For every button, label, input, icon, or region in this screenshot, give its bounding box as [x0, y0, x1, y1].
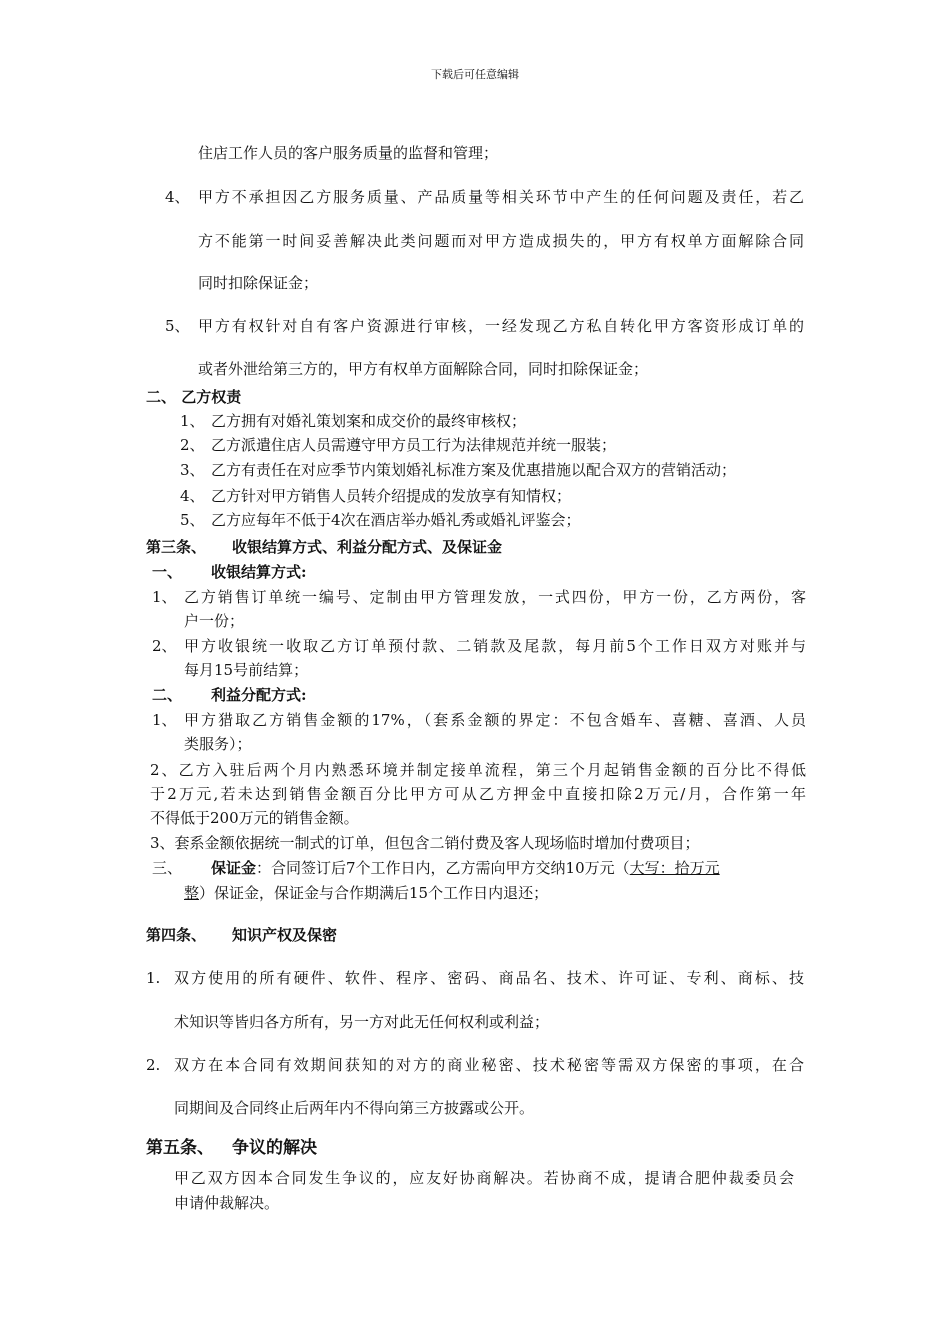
article5-title: 争议的解决: [232, 1138, 317, 1158]
article3-section1-number: 一、: [152, 563, 183, 581]
article3-s2-item2-line3: 不得低于200万元的销售金额。: [150, 809, 359, 827]
party-b-item-text: 乙方拥有对婚礼策划案和成交价的最终审核权；: [211, 412, 527, 430]
article3-title: 收银结算方式、利益分配方式、及保证金: [232, 538, 503, 556]
article4-item1-line1: 双方使用的所有硬件、软件、程序、密码、商品名、技术、许可证、专利、商标、技: [174, 969, 804, 987]
party-a-item5-line2: 或者外泄给第三方的，甲方有权单方面解除合同，同时扣除保证金；: [198, 360, 649, 378]
article3-section2-title: 利益分配方式:: [211, 686, 307, 704]
article3-s1-item2-line2: 每月15号前结算；: [184, 661, 309, 679]
party-b-item-text: 乙方派遣住店人员需遵守甲方员工行为法律规范并统一服装；: [211, 436, 617, 454]
party-a-item3-continuation: 住店工作人员的客户服务质量的监督和管理；: [198, 144, 499, 162]
party-b-item-number: 1、: [180, 412, 205, 430]
party-b-item-number: 3、: [180, 461, 205, 479]
page-header: 下载后可任意编辑: [431, 68, 519, 81]
article3-s1-item1-line2: 户一份；: [184, 612, 245, 630]
party-a-item5-line1: 甲方有权针对自有客户资源进行审核，一经发现乙方私自转化甲方客资形成订单的: [198, 317, 804, 335]
article4-item2-line2: 同期间及合同终止后两年内不得向第三方披露或公开。: [174, 1099, 535, 1117]
party-b-item-number: 2、: [180, 436, 205, 454]
article3-s2-item3: 3、套系金额依据统一制式的订单，但包含二销付费及客人现场临时增加付费项目；: [150, 834, 700, 852]
party-a-item4-number: 4、: [165, 188, 190, 206]
article3-s2-item2-line2: 于2万元,若未达到销售金额百分比甲方可从乙方押金中直接扣除2万元/月，合作第一年: [150, 785, 806, 803]
party-a-item4-line2: 方不能第一时间妥善解决此类问题而对甲方造成损失的，甲方有权单方面解除合同: [198, 232, 804, 250]
article4-item1-number: 1.: [146, 969, 161, 987]
party-b-heading: 二、 乙方权责: [146, 388, 242, 406]
article3-s2-item1-line2: 类服务）；: [184, 735, 252, 753]
article3-s1-item2-number: 2、: [152, 637, 177, 655]
article4-title: 知识产权及保密: [232, 926, 338, 944]
party-b-item-number: 4、: [180, 487, 205, 505]
article3-s2-item1-line1: 甲方猎取乙方销售金额的17%，（套系金额的界定：不包含婚车、喜糖、喜酒、人员: [184, 711, 806, 729]
deposit-amount-uppercase-end: 整: [184, 884, 200, 902]
article3-s1-item1-number: 1、: [152, 588, 177, 606]
deposit-amount-uppercase: 大写：拾万元: [629, 859, 720, 877]
article4-item2-line1: 双方在本合同有效期间获知的对方的商业秘密、技术秘密等需双方保密的事项，在合: [174, 1056, 804, 1074]
article5-line1: 甲乙双方因本合同发生争议的，应友好协商解决。若协商不成，提请合肥仲裁委员会: [174, 1169, 794, 1187]
article3-section3-line2: [184, 883, 548, 903]
deposit-text-a: ：合同签订后7个工作日内，乙方需向甲方交纳10万元（: [256, 859, 630, 877]
article3-section3-line1: [211, 858, 720, 878]
party-a-item5-number: 5、: [165, 317, 190, 335]
article3-s2-item1-number: 1、: [152, 711, 177, 729]
party-b-item-text: 乙方针对甲方销售人员转介绍提成的发放享有知情权；: [211, 487, 572, 505]
article3-section2-number: 二、: [152, 686, 183, 704]
article3-s2-item2-line1: 2、乙方入驻后两个月内熟悉环境并制定接单流程，第三个月起销售金额的百分比不得低: [150, 761, 806, 779]
party-b-item-text: 乙方应每年不低于4次在酒店举办婚礼秀或婚礼评鉴会；: [211, 511, 581, 529]
party-a-item4-line1: 甲方不承担因乙方服务质量、产品质量等相关环节中产生的任何问题及责任，若乙: [198, 188, 804, 206]
article4-item2-number: 2.: [146, 1056, 161, 1074]
party-b-item-text: 乙方有责任在对应季节内策划婚礼标准方案及优惠措施以配合双方的营销活动；: [211, 461, 737, 479]
article4-number: 第四条、: [146, 926, 207, 944]
article3-number: 第三条、: [146, 538, 207, 556]
article4-item1-line2: 术知识等皆归各方所有，另一方对此无任何权利或利益；: [174, 1013, 550, 1031]
party-b-item-number: 5、: [180, 511, 205, 529]
article3-section1-title: 收银结算方式:: [211, 563, 307, 581]
deposit-label: 保证金: [211, 859, 257, 877]
deposit-text-b: ）保证金，保证金与合作期满后15个工作日内退还；: [199, 884, 549, 902]
article5-number: 第五条、: [146, 1138, 214, 1158]
article5-line2: 申请仲裁解决。: [174, 1194, 280, 1212]
article3-s1-item2-line1: 甲方收银统一收取乙方订单预付款、二销款及尾款，每月前5个工作日双方对账并与: [184, 637, 806, 655]
party-a-item4-line3: 同时扣除保证金；: [198, 274, 319, 292]
article3-section3-number: 三、: [152, 859, 183, 877]
article3-s1-item1-line1: 乙方销售订单统一编号、定制由甲方管理发放，一式四份，甲方一份，乙方两份，客: [184, 588, 806, 606]
